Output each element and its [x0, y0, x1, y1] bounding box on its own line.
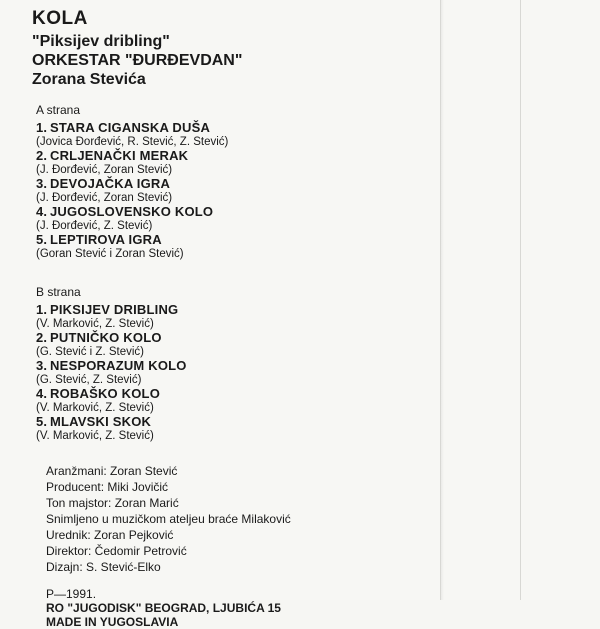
track-title: 3. DEVOJAČKA IGRA: [36, 176, 171, 191]
track-item: [36, 415, 452, 443]
track-credit: (Jovica Đorđević, R. Stević, Z. Stević): [36, 136, 229, 148]
track-item: [36, 205, 452, 233]
track-item: [36, 331, 452, 359]
credit-director: Direktor: Čedomir Petrović: [46, 544, 187, 558]
track-credit: (V. Marković, Z. Stević): [36, 430, 154, 442]
track-credit: (V. Marković, Z. Stević): [36, 402, 154, 414]
track-title: 4. ROBAŠKO KOLO: [36, 386, 161, 401]
publisher-address: RO "JUGODISK" BEOGRAD, LJUBIĆA 15: [46, 601, 281, 615]
side-a-label: A strana: [36, 103, 81, 117]
track-item: [36, 177, 452, 205]
made-in: MADE IN YUGOSLAVIA: [46, 615, 179, 629]
credit-producer: Producent: Miki Jovičić: [46, 480, 169, 494]
track-item: [36, 233, 452, 261]
track-credit: (V. Marković, Z. Stević): [36, 318, 154, 330]
production-credits: [46, 463, 452, 575]
track-credit: (J. Đorđević, Zoran Stević): [36, 192, 173, 204]
publisher-footer: [46, 587, 452, 629]
track-item: [36, 121, 452, 149]
track-item: [36, 303, 452, 331]
track-title: 5. MLAVSKI SKOK: [36, 414, 152, 429]
track-credit: (J. Đorđević, Z. Stević): [36, 220, 153, 232]
track-title: 2. CRLJENAČKI MERAK: [36, 148, 189, 163]
track-title: 2. PUTNIČKO KOLO: [36, 330, 162, 345]
credit-arrangements: Aranžmani: Zoran Stević: [46, 464, 178, 478]
inlay-text-block: [32, 8, 452, 629]
singer-name: Zorana Stevića: [32, 71, 146, 88]
fold-line-right: [520, 0, 521, 600]
side-b-tracklist: [36, 303, 452, 443]
orchestra-name: ORKESTAR "ĐURĐEVDAN": [32, 52, 243, 69]
track-credit: (G. Stević, Z. Stević): [36, 374, 142, 386]
track-title: 4. JUGOSLOVENSKO KOLO: [36, 204, 214, 219]
album-title: KOLA: [32, 8, 88, 29]
credit-editor: Urednik: Zoran Pejković: [46, 528, 174, 542]
track-item: [36, 387, 452, 415]
track-title: 1. PIKSIJEV DRIBLING: [36, 302, 179, 317]
track-title: 5. LEPTIROVA IGRA: [36, 232, 162, 247]
track-item: [36, 359, 452, 387]
credit-design: Dizajn: S. Stević-Elko: [46, 560, 161, 574]
side-a-tracklist: [36, 121, 452, 261]
track-credit: (Goran Stević i Zoran Stević): [36, 248, 184, 260]
track-title: 3. NESPORAZUM KOLO: [36, 358, 187, 373]
track-title: 1. STARA CIGANSKA DUŠA: [36, 120, 211, 135]
side-b-label: B strana: [36, 285, 81, 299]
track-credit: (J. Đorđević, Zoran Stević): [36, 164, 173, 176]
copyright-year: P—1991.: [46, 587, 97, 601]
album-subtitle: "Piksijev dribling": [32, 33, 170, 50]
credit-recorded-at: Snimljeno u muzičkom ateljeu braće Milaković: [46, 512, 291, 526]
track-credit: (G. Stević i Z. Stević): [36, 346, 144, 358]
track-item: [36, 149, 452, 177]
credit-sound-engineer: Ton majstor: Zoran Marić: [46, 496, 179, 510]
